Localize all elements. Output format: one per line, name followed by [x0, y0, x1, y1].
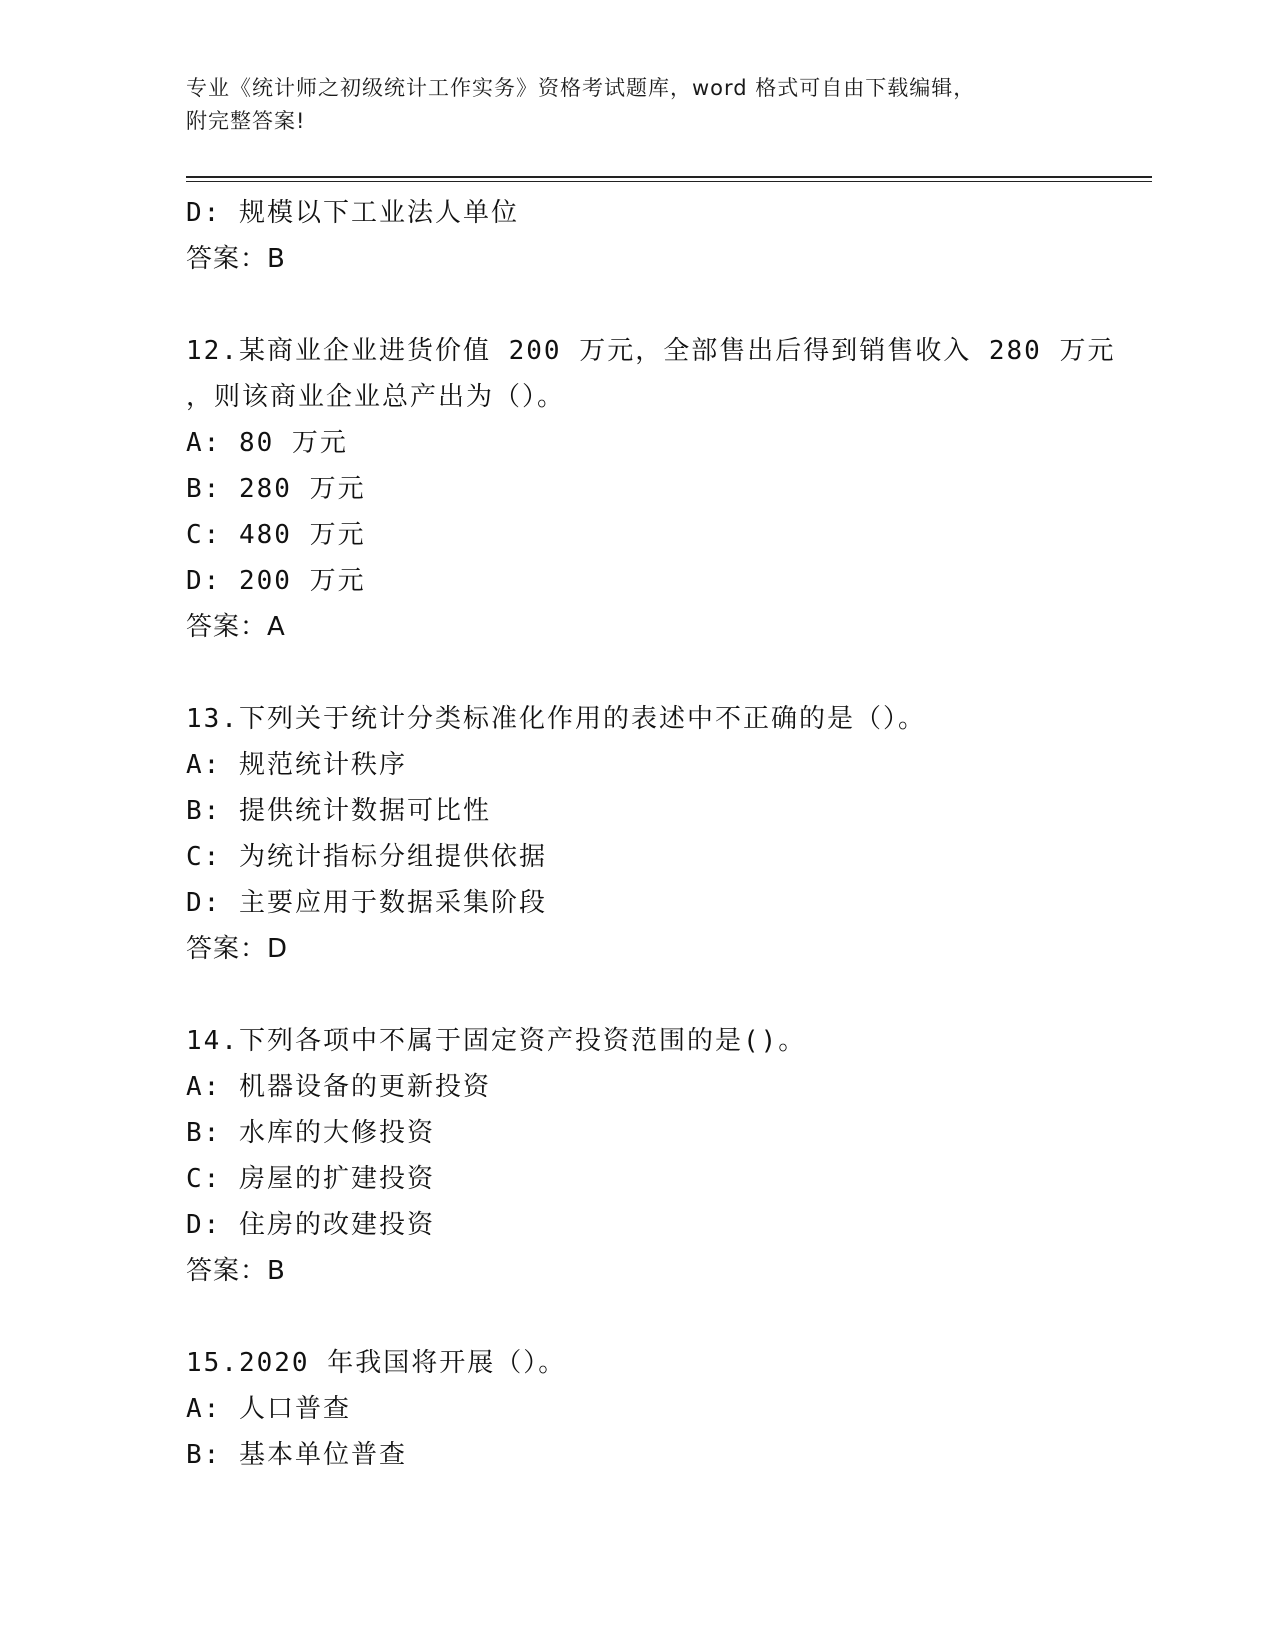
question-15	[186, 1340, 1116, 1478]
question-13	[186, 696, 1116, 972]
question-12	[186, 328, 1116, 650]
spacer	[186, 650, 1116, 696]
option-c: C: 480 万元	[186, 520, 366, 550]
document-header	[186, 72, 1106, 138]
question-14	[186, 1018, 1116, 1294]
option-c: C: 为统计指标分组提供依据	[186, 842, 547, 872]
option-a: A: 规范统计秩序	[186, 750, 407, 780]
answer-line: 答案：B	[186, 1256, 286, 1286]
question-list	[186, 190, 1116, 1478]
option-d: D: 规模以下工业法人单位	[186, 198, 519, 228]
spacer	[186, 972, 1116, 1018]
question-stem: 14.下列各项中不属于固定资产投资范围的是()。	[186, 1026, 807, 1056]
option-b: B: 基本单位普查	[186, 1440, 407, 1470]
question-11	[186, 190, 1116, 282]
spacer	[186, 1294, 1116, 1340]
answer-line: 答案：A	[186, 612, 286, 642]
question-stem: 15.2020 年我国将开展（）。	[186, 1348, 567, 1378]
option-c: C: 房屋的扩建投资	[186, 1164, 435, 1194]
question-stem-continued: ，则该商业企业总产出为（）。	[186, 382, 566, 412]
header-line-2: 附完整答案!	[186, 109, 306, 133]
question-stem: 13.下列关于统计分类标准化作用的表述中不正确的是（）。	[186, 704, 926, 734]
header-rule-thin	[186, 181, 1152, 182]
answer-line: 答案：B	[186, 244, 286, 274]
option-d: D: 住房的改建投资	[186, 1210, 435, 1240]
answer-line: 答案：D	[186, 934, 289, 964]
header-rule-thick	[186, 176, 1152, 178]
spacer	[186, 282, 1116, 328]
option-d: D: 200 万元	[186, 566, 366, 596]
option-a: A: 80 万元	[186, 428, 348, 458]
header-line-1: 专业《统计师之初级统计工作实务》资格考试题库，word 格式可自由下载编辑，	[186, 76, 976, 100]
option-b: B: 水库的大修投资	[186, 1118, 435, 1148]
option-b: B: 280 万元	[186, 474, 366, 504]
option-b: B: 提供统计数据可比性	[186, 796, 491, 826]
option-a: A: 人口普查	[186, 1394, 351, 1424]
question-stem: 12.某商业企业进货价值 200 万元，全部售出后得到销售收入 280 万元	[186, 336, 1116, 366]
option-a: A: 机器设备的更新投资	[186, 1072, 491, 1102]
option-d: D: 主要应用于数据采集阶段	[186, 888, 547, 918]
